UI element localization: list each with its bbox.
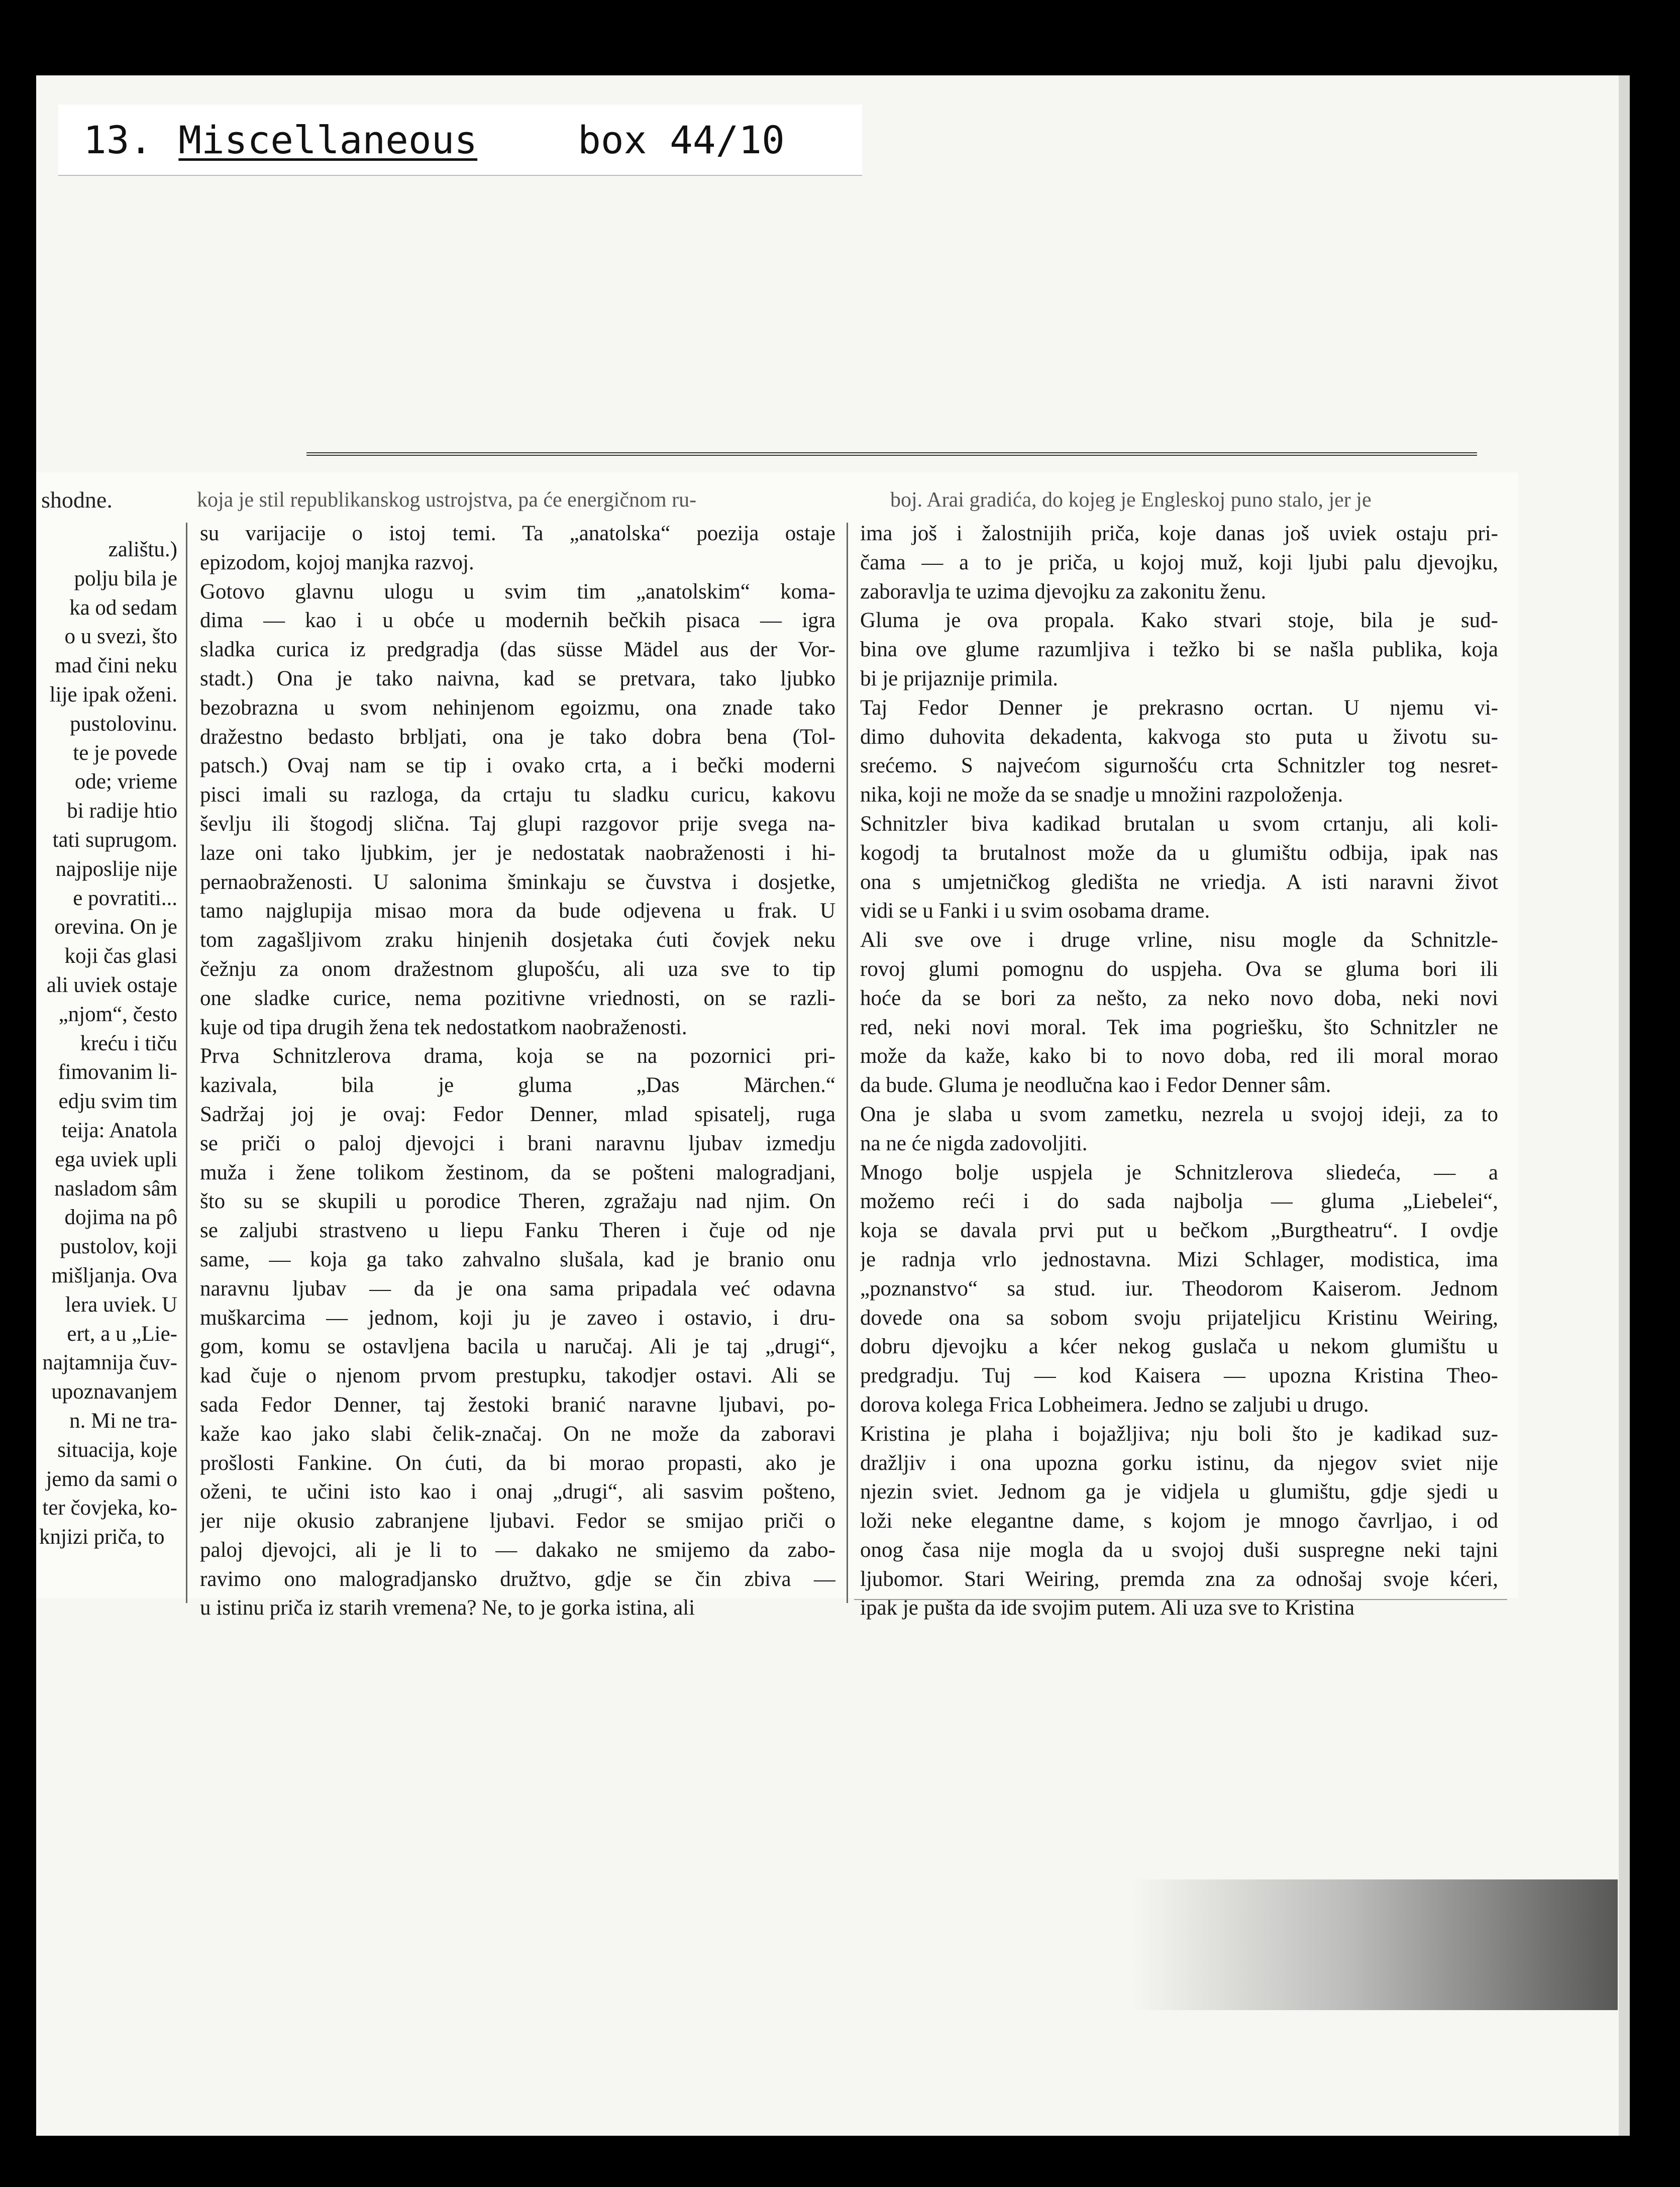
cut-line-left: shodne. [41, 487, 113, 513]
text-line: prošlosti Fankine. On ćuti, da bi morao propasti, ako je [200, 1451, 835, 1475]
text-line: može da kaže, kako bi to novo doba, red ili moral morao [860, 1044, 1498, 1068]
text-line: lera uviek. U [65, 1293, 177, 1317]
text-line: situacija, koje [57, 1438, 177, 1462]
text-line: vidi se u Fanki i u svim osobama drame. [860, 899, 1210, 923]
text-line: upoznavanjem [51, 1380, 177, 1404]
text-line: jer nije okusio zabranjene ljubavi. Fedor se smijao priči o [200, 1509, 835, 1533]
text-line: nika, koji ne može da se snadje u množini razpoloženja. [860, 783, 1343, 807]
text-line: dražestno bedasto brbljati, ona je tako dobra bena (Tol- [200, 725, 835, 749]
text-line: Taj Fedor Denner je prekrasno ocrtan. U njemu vi- [860, 695, 1498, 720]
text-line: najtamnija čuv- [42, 1351, 177, 1375]
text-line: njezin sviet. Jednom ga je vidjela u glumištu, gdje sjedi u [860, 1480, 1498, 1504]
text-line: bina ove glume razumljiva i težko bi se našla publika, koja [860, 638, 1498, 662]
text-line: knjizi priča, to [39, 1525, 165, 1549]
cut-line [36, 480, 1486, 520]
text-line: ode; vrieme [74, 770, 177, 794]
text-line: dovede ona sa sobom svoju prijateljicu Kristinu Weiring, [860, 1306, 1498, 1330]
text-line: su varijacije o istoj temi. Ta „anatolska“ poezija ostaje [200, 522, 835, 545]
text-line: sada Fedor Denner, taj žestoki branić naravne ljubavi, po- [200, 1393, 835, 1417]
text-line: kreću i tiču [80, 1031, 177, 1055]
column-right [860, 519, 1498, 1623]
text-line: mišljanja. Ova [51, 1263, 177, 1287]
text-line: kazivala, bila je gluma „Das Märchen.“ [200, 1073, 835, 1098]
text-line: same, — koja ga tako zahvalno slušala, kad je branio onu [200, 1247, 835, 1271]
label-title: Miscellaneous [178, 117, 478, 162]
text-line: stadt.) Ona je tako naivna, kad se pretvara, tako ljubko [200, 666, 835, 690]
text-line: čama — a to je priča, u kojoj muž, koji ljubi palu djevojku, [860, 550, 1498, 574]
text-line: dojima na pô [64, 1206, 177, 1230]
text-line: tamo najglupija misao mora da bude odjevena u frak. U [200, 899, 835, 923]
text-line: sladka curica iz predgradja (das süsse Mädel aus der Vor- [200, 638, 835, 662]
text-line: naravnu ljubav — da je ona sama pripadala već odavna [200, 1276, 835, 1301]
text-line: Gluma je ova propala. Kako stvari stoje, bila je sud- [860, 609, 1498, 633]
text-line: Ona je slaba u svom zametku, nezrela u svojoj ideji, za to [860, 1102, 1498, 1126]
text-line: bezobrazna u svom nehinjenom egoizmu, ona znade tako [200, 695, 835, 720]
text-line: onog časa nije mogla da u svojoj duši suspregne neki tajni [860, 1538, 1498, 1562]
text-line: ona s umjetničkog gledišta ne vriedja. A isti naravni život [860, 870, 1498, 894]
text-line: što su se skupili u porodice Theren, zgražaju nad njim. On [200, 1189, 835, 1214]
scan-shadow [1130, 1879, 1618, 2010]
text-line: epizodom, kojoj manjka razvoj. [200, 550, 474, 574]
text-line: muškarcima — jednom, koji ju je zaveo i ostavio, i dru- [200, 1306, 835, 1330]
text-line: dobru djevojku a kćer nekog guslača u nekom glumištu u [860, 1335, 1498, 1359]
sheet-edge [1619, 75, 1630, 2136]
text-line: možemo reći i do sada najbolja — gluma „Liebelei“, [860, 1189, 1498, 1214]
footer-rule [854, 1599, 1507, 1600]
text-line: muža i žene tolikom žestinom, da se pošteni malogradjani, [200, 1160, 835, 1184]
text-line: ima još i žalostnijih priča, koje danas još uviek ostaju pri- [860, 522, 1498, 545]
text-line: dorova kolega Frica Lobheimera. Jedno se zaljubi u drugo. [860, 1393, 1369, 1417]
header-rule [306, 452, 1477, 456]
text-line: dražljiv i ona upozna gorku istinu, da njegov sviet nije [860, 1451, 1498, 1475]
text-line: ert, a u „Lie- [67, 1322, 177, 1346]
text-line: ka od sedam [69, 595, 177, 620]
text-line: pustolovinu. [70, 712, 177, 736]
text-line: tati suprugom. [52, 828, 177, 852]
text-line: koja se davala prvi put u bečkom „Burgtheatru“. I ovdje [860, 1219, 1498, 1243]
text-line: te je povede [73, 741, 177, 765]
text-line: Prva Schnitzlerova drama, koja se na pozornici pri- [200, 1044, 835, 1068]
column-middle [200, 519, 835, 1623]
text-line: na ne će nigda zadovoljiti. [860, 1131, 1088, 1155]
text-line: pernaobraženosti. U salonima šminkaju se čuvstva i dosjetke, [200, 870, 835, 894]
cut-line-right: boj. Arai gradića, do kojeg je Engleskoj puno stalo, jer je [890, 488, 1372, 512]
text-line: pustolov, koji [60, 1235, 177, 1259]
text-line: kad čuje o njenom prvom prestupku, takodjer ostavi. Ali se [200, 1364, 835, 1388]
text-line: se priči o paloj djevojci i brani naravnu ljubav izmedju [200, 1131, 835, 1155]
cut-line-middle: koja je stil republikanskog ustrojstva, pa će energičnom ru- [197, 488, 697, 512]
text-line: srećemo. S najvećom sigurnošću crta Schnitzler tog nesret- [860, 754, 1498, 778]
text-line: one sladke curice, nema pozitivne vriednosti, on se razli- [200, 986, 835, 1010]
text-line: koji čas glasi [64, 944, 177, 968]
text-line: patsch.) Ovaj nam se tip i ovako crta, a i bečki moderni [200, 754, 835, 778]
text-line: nasladom sâm [54, 1176, 177, 1201]
text-line: tom zagašljivom zraku hinjenih dosjetaka ćuti čovjek neku [200, 928, 835, 952]
text-line: oženi, te učini isto kao i onaj „drugi“, ali sasvim pošteno, [200, 1480, 835, 1504]
text-line: paloj djevojci, ali je li to — dakako ne smijemo da zabo- [200, 1538, 835, 1562]
text-line: ševlju ili štogodj slična. Taj glupi razgovor prije svega na- [200, 812, 835, 836]
text-line: u istinu priča iz starih vremena? Ne, to je gorka istina, ali [200, 1596, 695, 1620]
text-line: ljubomor. Stari Weiring, premda zna za odnošaj svoje kćeri, [860, 1567, 1498, 1591]
text-line: o u svezi, što [64, 625, 177, 649]
text-line: se zaljubi strastveno u liepu Fanku Theren i čuje od nje [200, 1219, 835, 1243]
column-left [39, 535, 177, 1552]
text-line: zaboravlja te uzima djevojku za zakonitu ženu. [860, 579, 1267, 604]
text-line: edju svim tim [58, 1089, 177, 1114]
text-line: lije ipak oženi. [49, 682, 177, 707]
text-line: loži neke elegantne dame, s kojom je mnogo čavrljao, i od [860, 1509, 1498, 1533]
text-line: „poznanstvo“ sa stud. iur. Theodorom Kaiserom. Jednom [860, 1276, 1498, 1301]
column-divider [847, 523, 848, 1603]
text-line: pisci imali su razloga, da crtaju tu sladku curicu, kakovu [200, 783, 835, 807]
text-line: ali uviek ostaje [46, 973, 177, 997]
text-line: ipak je pušta da ide svojim putem. Ali uza sve to Kristina [860, 1596, 1355, 1620]
archive-label [58, 105, 862, 176]
text-line: dimo duhovita dekadenta, kakvoga sto puta u životu su- [860, 725, 1498, 749]
text-line: Mnogo bolje uspjela je Schnitzlerova sliedeća, — a [860, 1160, 1498, 1184]
text-line: polju bila je [74, 566, 177, 590]
text-line: teija: Anatola [61, 1118, 177, 1142]
text-line: zalištu.) [108, 538, 177, 561]
text-line: jemo da sami o [46, 1467, 177, 1491]
text-line: bi radije htio [67, 799, 177, 823]
text-line: rovoj glumi pomognu do uspjeha. Ova se gluma bori ili [860, 957, 1498, 981]
text-line: e povratiti... [73, 886, 177, 910]
text-line: red, neki novi moral. Tek ima pogriešku, što Schnitzler ne [860, 1015, 1498, 1039]
label-number: 13. [83, 117, 153, 162]
column-divider [186, 523, 187, 1603]
text-line: Sadržaj joj je ovaj: Fedor Denner, mlad spisatelj, ruga [200, 1102, 835, 1126]
text-line: Ali sve ove i druge vrline, nisu mogle da Schnitzle- [860, 928, 1498, 952]
text-line: predgradju. Tuj — kod Kaisera — upozna Kristina Theo- [860, 1364, 1498, 1388]
text-line: najposlije nije [55, 857, 177, 881]
text-line: orevina. On je [54, 915, 177, 939]
text-line: dima — kao i u obće u modernih bečkih pisaca — igra [200, 609, 835, 633]
text-line: laze oni tako ljubkim, jer je nedostatak naobraženosti i hi- [200, 841, 835, 865]
text-line: n. Mi ne tra- [69, 1409, 177, 1433]
label-box: box 44/10 [578, 117, 785, 162]
text-line: Schnitzler biva kadikad brutalan u svom crtanju, ali koli- [860, 812, 1498, 836]
text-line: kaže kao jako slabi čelik-značaj. On ne može da zaboravi [200, 1422, 835, 1446]
text-line: Kristina je plaha i bojažljiva; nju boli što je kadikad suz- [860, 1422, 1498, 1446]
text-line: ravimo ono malogradjansko družtvo, gdje se čin zbiva — [200, 1567, 835, 1591]
text-line: kogodj ta brutalnost može da u glumištu odbija, ipak nas [860, 841, 1498, 865]
text-line: hoće da se bori za nešto, za neko novo doba, neki novi [860, 986, 1498, 1010]
text-line: „njom“, često [58, 1002, 177, 1026]
text-line: gom, komu se ostavljena bacila u naručaj. Ali je taj „drugi“, [200, 1335, 835, 1359]
text-line: bi je prijaznije primila. [860, 666, 1059, 690]
text-line: da bude. Gluma je neodlučna kao i Fedor Denner sâm. [860, 1073, 1331, 1098]
text-line: je radnja vrlo jednostavna. Mizi Schlager, modistica, ima [860, 1247, 1498, 1271]
text-line: ter čovjeka, ko- [42, 1496, 177, 1520]
text-line: mad čini neku [55, 654, 177, 678]
text-line: ega uviek upli [55, 1147, 177, 1171]
text-line: fimovanim li- [58, 1060, 177, 1084]
text-line: Gotovo glavnu ulogu u svim tim „anatolskim“ koma- [200, 579, 835, 604]
text-line: čežnju za onom dražestnom glupošću, ali uza sve to tip [200, 957, 835, 981]
text-line: kuje od tipa drugih žena tek nedostatkom naobraženosti. [200, 1015, 687, 1039]
